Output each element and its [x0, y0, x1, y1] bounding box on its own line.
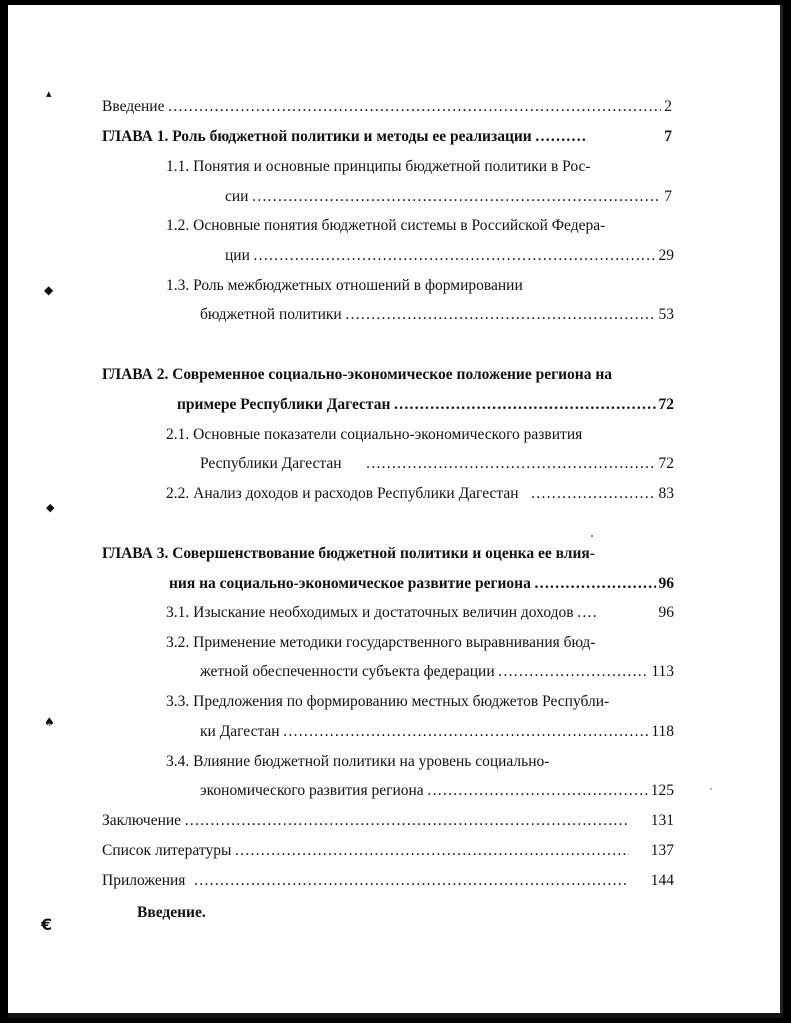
toc-entry-chapter-2-line1[interactable]: ГЛАВА 2. Современное социально-экономическое положение региона на: [102, 366, 613, 383]
toc-entry-label: Приложения: [102, 872, 186, 889]
section-heading-intro: Введение.: [137, 904, 206, 921]
toc-entry-label: Введение: [102, 98, 165, 115]
toc-entry-3-3-line2[interactable]: [200, 722, 674, 742]
toc-chapter-title: примере Республики Дагестан: [177, 396, 391, 413]
dot-leader: [167, 97, 661, 117]
toc-entry-3-3-line1[interactable]: 3.3. Предложения по формированию местных бюджетов Республи-: [166, 693, 610, 710]
dot-leader: [393, 395, 655, 415]
toc-entry-1-2-line1[interactable]: 1.2. Основные понятия бюджетной системы в Российской Федера-: [166, 217, 606, 234]
dot-leader: [535, 127, 587, 147]
document-page: [8, 5, 783, 1018]
toc-chapter-title: ГЛАВА 1. Роль бюджетной политики и методы ее реализации: [102, 128, 532, 145]
dot-leader: [184, 811, 629, 831]
margin-mark: ▴: [46, 87, 52, 100]
toc-page-number: 29: [658, 247, 674, 264]
dot-leader: [251, 187, 661, 207]
toc-entry-chapter-2-line2[interactable]: [177, 395, 674, 415]
toc-entry-appendix[interactable]: [102, 871, 674, 891]
dot-leader: [498, 662, 649, 682]
toc-page-number: 83: [658, 485, 674, 502]
toc-entry-label: 3.1. Изыскание необходимых и достаточных величин доходов: [166, 604, 574, 621]
toc-page-number: 72: [658, 396, 674, 413]
dot-leader: [345, 305, 656, 325]
toc-entry-label: Список литературы: [102, 842, 232, 859]
toc-entry-intro[interactable]: [102, 97, 672, 117]
toc-entry-3-4-line1[interactable]: 3.4. Влияние бюджетной политики на уровень социально-: [166, 753, 550, 770]
margin-mark: ♠: [44, 715, 55, 729]
toc-page-number: 113: [651, 663, 674, 680]
dot-leader: [234, 841, 628, 861]
margin-mark: ◆: [46, 501, 55, 514]
toc-entry-chapter-3-line2[interactable]: [169, 574, 674, 594]
toc-entry-3-2-line2[interactable]: [200, 662, 674, 682]
toc-entry-chapter-1[interactable]: [102, 127, 672, 147]
toc-entry-1-3-line1[interactable]: 1.3. Роль межбюджетных отношений в формировании: [166, 277, 523, 294]
toc-entry-2-1-line2[interactable]: [200, 454, 674, 474]
toc-entry-label: ции: [225, 247, 250, 264]
toc-page-number: 7: [664, 128, 672, 145]
margin-mark: €: [41, 915, 53, 934]
toc-entry-label: Заключение: [102, 812, 182, 829]
toc-entry-2-1-line1[interactable]: 2.1. Основные показатели социально-экономического развития: [166, 426, 583, 443]
toc-entry-references[interactable]: [102, 841, 674, 861]
dot-leader: [534, 574, 656, 594]
toc-page-number: 53: [658, 306, 674, 323]
dot-leader: [577, 603, 599, 623]
dot-leader: [283, 722, 649, 742]
toc-page-number: 2: [664, 98, 672, 115]
toc-entry-1-1-line2[interactable]: [225, 187, 672, 207]
toc-entry-conclusion[interactable]: [102, 811, 674, 831]
toc-chapter-title: ния на социально-экономическое развитие региона: [169, 575, 531, 592]
toc-page-number: 144: [650, 872, 674, 889]
dot-leader: [193, 871, 628, 891]
scan-speck: [591, 535, 593, 537]
toc-entry-3-1[interactable]: [166, 603, 674, 623]
toc-page-number: 131: [650, 812, 674, 829]
toc-entry-label: Республики Дагестан: [200, 455, 342, 472]
toc-page-number: 7: [664, 188, 672, 205]
toc-page-number: 118: [651, 723, 674, 740]
dot-leader: [427, 781, 648, 801]
toc-page-number: 72: [658, 455, 674, 472]
toc-page-number: 125: [650, 782, 674, 799]
toc-entry-1-1-line1[interactable]: 1.1. Понятия и основные принципы бюджетной политики в Рос-: [166, 158, 591, 175]
dot-leader: [253, 246, 656, 266]
dot-leader: [366, 454, 656, 474]
toc-entry-3-2-line1[interactable]: 3.2. Применение методики государственного выравнивания бюд-: [166, 634, 596, 651]
toc-page-number: 96: [658, 604, 674, 621]
toc-entry-3-4-line2[interactable]: [200, 781, 674, 801]
toc-page-number: 96: [658, 575, 674, 592]
toc-entry-label: бюджетной политики: [200, 306, 342, 323]
toc-entry-chapter-3-line1[interactable]: ГЛАВА 3. Совершенствование бюджетной политики и оценка ее влия-: [102, 545, 595, 562]
toc-entry-1-3-line2[interactable]: [200, 305, 674, 325]
toc-entry-label: ки Дагестан: [200, 723, 280, 740]
toc-entry-label: сии: [225, 188, 249, 205]
toc-page-number: 137: [650, 842, 674, 859]
toc-entry-2-2[interactable]: [166, 484, 674, 504]
margin-mark: ◆: [44, 283, 54, 297]
page-edge-right: [780, 5, 783, 1018]
scan-speck: [710, 788, 712, 790]
toc-entry-1-2-line2[interactable]: [225, 246, 674, 266]
toc-entry-label: жетной обеспеченности субъекта федерации: [200, 663, 495, 680]
toc-entry-label: экономического развития региона: [200, 782, 424, 799]
page-edge-bottom: [8, 1013, 783, 1018]
dot-leader: [531, 484, 656, 504]
toc-entry-label: 2.2. Анализ доходов и расходов Республики Дагестан: [166, 485, 519, 502]
